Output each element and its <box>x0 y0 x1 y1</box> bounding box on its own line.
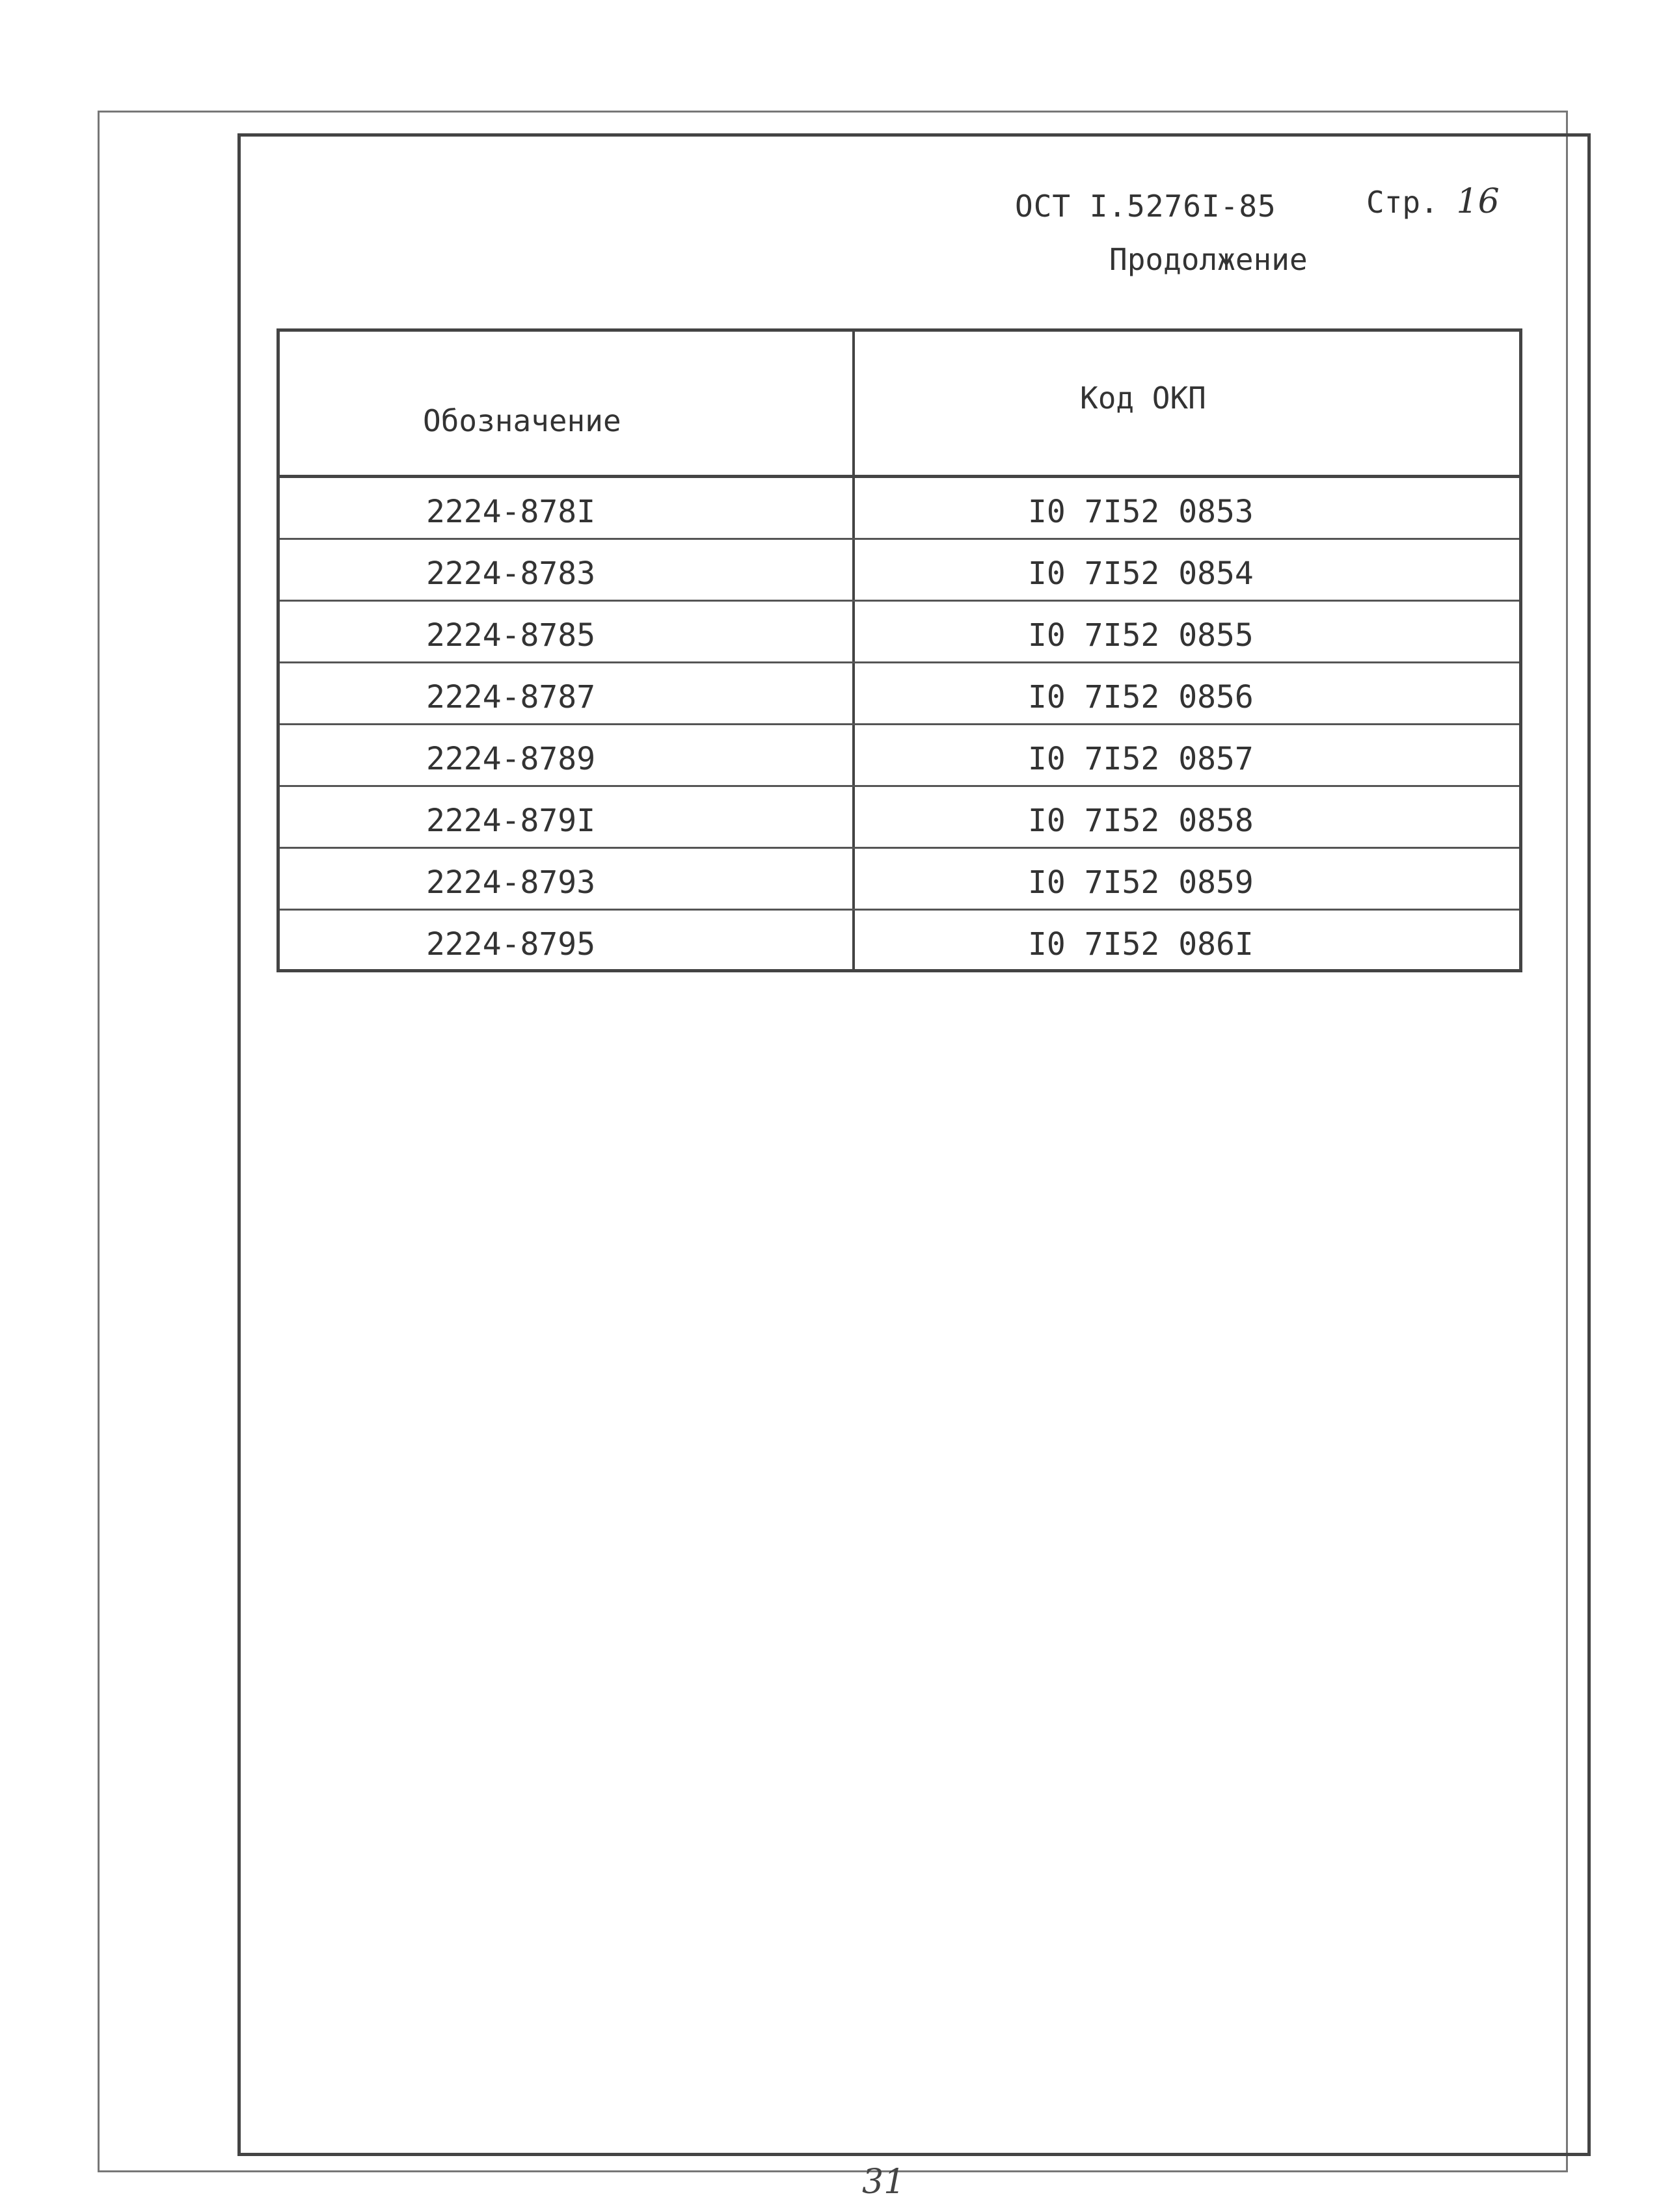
table-row <box>280 478 1519 540</box>
table-row <box>280 849 1519 911</box>
table-body <box>280 478 1519 969</box>
designation-cell: 2224-8789 <box>426 741 596 777</box>
okp-code-cell: I0 7I52 0857 <box>1028 741 1254 777</box>
designation-cell: 2224-879I <box>426 803 596 839</box>
okp-code-cell: I0 7I52 0853 <box>1028 494 1254 530</box>
document-code: ОСТ I.5276I-85 <box>1015 189 1276 224</box>
okp-code-cell: I0 7I52 086I <box>1028 926 1254 963</box>
okp-code-cell: I0 7I52 0858 <box>1028 803 1254 839</box>
table-row <box>280 540 1519 602</box>
table-row <box>280 663 1519 725</box>
okp-code-cell: I0 7I52 0856 <box>1028 679 1254 715</box>
table-row <box>280 911 1519 972</box>
page-label: Стр. <box>1366 185 1438 220</box>
designation-cell: 2224-8795 <box>426 926 596 963</box>
page-number: 16 <box>1456 182 1500 221</box>
table-row <box>280 725 1519 787</box>
designation-code-table <box>276 328 1522 972</box>
okp-code-cell: I0 7I52 0855 <box>1028 617 1254 654</box>
column-header-designation: Обозначение <box>423 403 621 438</box>
table-row <box>280 787 1519 849</box>
designation-cell: 2224-8793 <box>426 864 596 901</box>
sheet-number: 31 <box>862 2163 906 2202</box>
table-row <box>280 602 1519 663</box>
designation-cell: 2224-8785 <box>426 617 596 654</box>
continued-label: Продолжение <box>1109 242 1308 277</box>
column-header-okp-code: Код ОКП <box>1080 380 1206 416</box>
designation-cell: 2224-878I <box>426 494 596 530</box>
okp-code-cell: I0 7I52 0859 <box>1028 864 1254 901</box>
table-header <box>280 332 1519 478</box>
designation-cell: 2224-8787 <box>426 679 596 715</box>
page-number-block <box>1366 182 1500 221</box>
designation-cell: 2224-8783 <box>426 555 596 592</box>
okp-code-cell: I0 7I52 0854 <box>1028 555 1254 592</box>
